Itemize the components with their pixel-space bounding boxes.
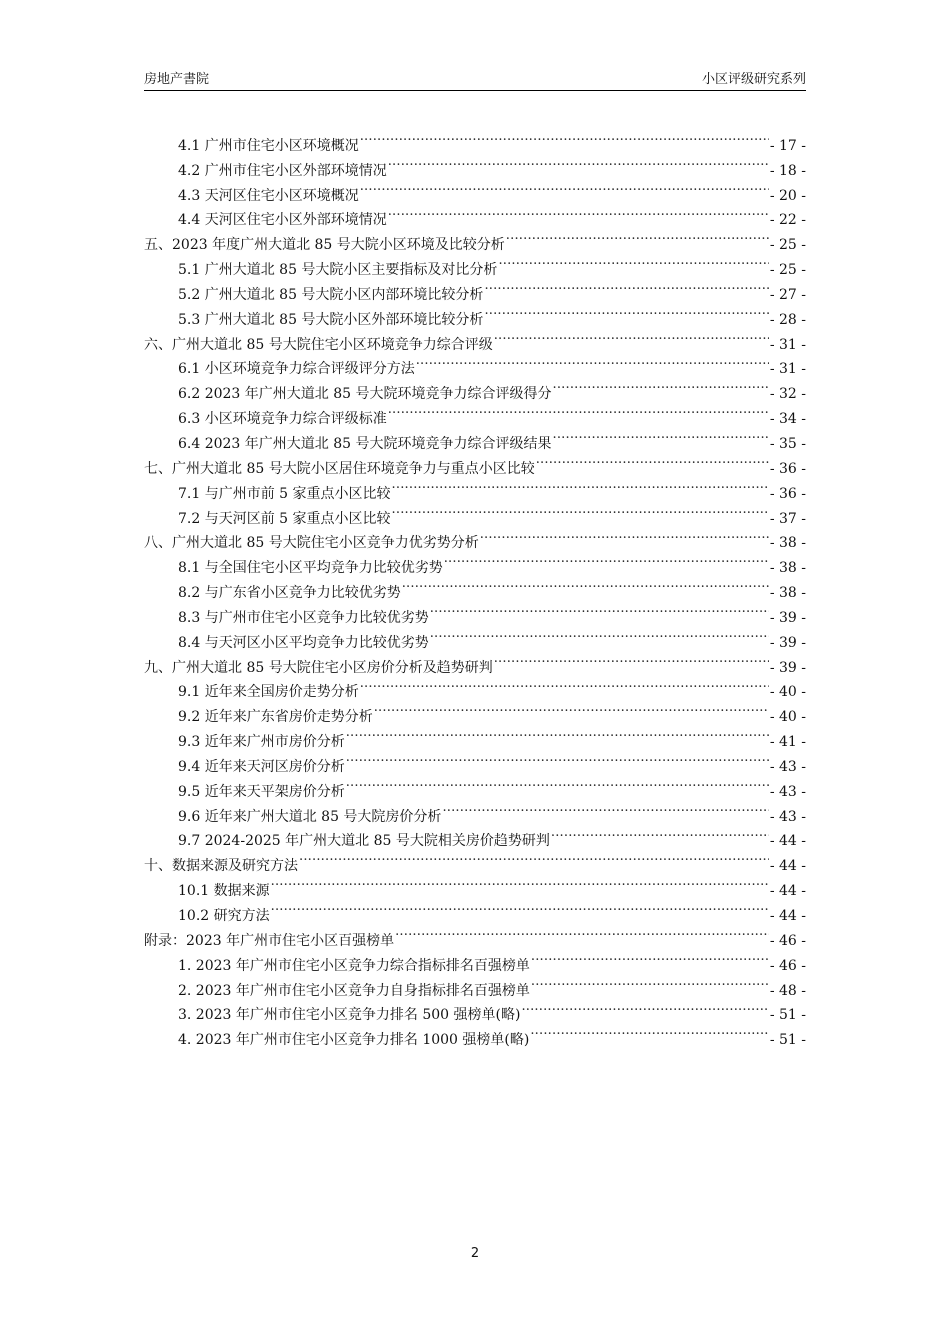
toc-entry-title: 十、数据来源及研究方法 <box>144 858 298 875</box>
toc-dot-leader <box>521 995 768 1020</box>
toc-entry-title: 1. 2023 年广州市住宅小区竞争力综合指标排名百强榜单 <box>178 957 530 974</box>
toc-entry-page: - 32 - <box>769 386 806 403</box>
toc-entry-page: - 25 - <box>769 237 806 254</box>
toc-entry-page: - 39 - <box>769 659 806 676</box>
header-publisher: 房地产書院 <box>144 72 210 87</box>
toc-dot-leader <box>536 448 769 473</box>
toc-dot-leader <box>430 622 769 647</box>
toc-dot-leader <box>271 895 769 920</box>
toc-entry-page: - 22 - <box>769 212 806 229</box>
toc-entry-page: - 27 - <box>769 286 806 303</box>
toc-dot-leader <box>494 324 769 349</box>
toc-dot-leader <box>360 125 769 150</box>
toc-dot-leader <box>346 746 769 771</box>
toc-entry-page: - 25 - <box>769 262 806 279</box>
toc-entry-title: 8.1 与全国住宅小区平均竞争力比较优劣势 <box>178 560 443 577</box>
toc-entry-title: 6.2 2023 年广州大道北 85 号大院环境竞争力综合评级得分 <box>178 386 552 403</box>
toc-dot-leader <box>551 821 769 846</box>
toc-entry-page: - 44 - <box>769 883 806 900</box>
toc-dot-leader <box>484 299 768 324</box>
toc-dot-leader <box>392 498 769 523</box>
toc-dot-leader <box>388 200 769 225</box>
toc-entry-title: 6.3 小区环境竞争力综合评级标准 <box>178 411 387 428</box>
toc-dot-leader <box>388 150 769 175</box>
toc-entry-title: 4.4 天河区住宅小区外部环境情况 <box>178 212 387 229</box>
toc-entry-page: - 46 - <box>769 932 806 949</box>
toc-entry-page: - 38 - <box>769 585 806 602</box>
toc-entry-page: - 48 - <box>769 982 806 999</box>
toc-entry-page: - 44 - <box>769 833 806 850</box>
toc-entry-title: 9.4 近年来天河区房价分析 <box>178 758 345 775</box>
toc-entry-page: - 51 - <box>769 1032 806 1049</box>
toc-entry-title: 6.4 2023 年广州大道北 85 号大院环境竞争力综合评级结果 <box>178 435 552 452</box>
toc-dot-leader <box>395 920 769 945</box>
toc-entry-page: - 51 - <box>769 1007 806 1024</box>
toc-entry-title: 5.2 广州大道北 85 号大院小区内部环境比较分析 <box>178 286 484 303</box>
toc-entry-page: - 43 - <box>769 808 806 825</box>
toc-entry-page: - 39 - <box>769 609 806 626</box>
toc-entry-title: 3. 2023 年广州市住宅小区竞争力排名 500 强榜单(略) <box>178 1007 521 1024</box>
toc-dot-leader <box>360 672 769 697</box>
toc-entry-page: - 39 - <box>769 634 806 651</box>
toc-entry-title: 9.6 近年来广州大道北 85 号大院房价分析 <box>178 808 442 825</box>
toc-entry-title: 8.2 与广东省小区竞争力比较优劣势 <box>178 585 401 602</box>
toc-entry-title: 6.1 小区环境竞争力综合评级评分方法 <box>178 361 415 378</box>
toc-entry-page: - 17 - <box>769 137 806 154</box>
toc-entry-page: - 37 - <box>769 510 806 527</box>
toc-entry-page: - 31 - <box>769 336 806 353</box>
toc-entry-page: - 41 - <box>769 734 806 751</box>
toc-entry-page: - 36 - <box>769 460 806 477</box>
toc-dot-leader <box>402 572 769 597</box>
toc-entry-page: - 18 - <box>769 162 806 179</box>
toc-entry-page: - 46 - <box>769 957 806 974</box>
toc-entry-title: 5.3 广州大道北 85 号大院小区外部环境比较分析 <box>178 311 484 328</box>
toc-entry-title: 9.5 近年来天平架房价分析 <box>178 783 345 800</box>
toc-dot-leader <box>374 696 769 721</box>
toc-entry-title: 9.2 近年来广东省房价走势分析 <box>178 709 373 726</box>
toc-entry-title: 2. 2023 年广州市住宅小区竞争力自身指标排名百强榜单 <box>178 982 530 999</box>
toc-dot-leader <box>498 249 768 274</box>
toc-entry-title: 六、广州大道北 85 号大院住宅小区环境竞争力综合评级 <box>144 336 493 353</box>
toc-dot-leader <box>531 970 769 995</box>
toc-entry-title: 4.2 广州市住宅小区外部环境情况 <box>178 162 387 179</box>
toc-entry-title: 7.1 与广州市前 5 家重点小区比较 <box>178 485 391 502</box>
toc-dot-leader <box>484 274 768 299</box>
table-of-contents <box>144 125 806 1049</box>
toc-dot-leader <box>299 845 769 870</box>
toc-dot-leader <box>346 721 769 746</box>
toc-entry-title: 九、广州大道北 85 号大院住宅小区房价分析及趋势研判 <box>144 659 493 676</box>
toc-entry-title: 9.1 近年来全国房价走势分析 <box>178 684 359 701</box>
page-number: 2 <box>470 1246 480 1261</box>
toc-dot-leader <box>271 870 769 895</box>
toc-entry-page: - 38 - <box>769 535 806 552</box>
toc-dot-leader <box>444 547 769 572</box>
toc-entry-page: - 20 - <box>769 187 806 204</box>
toc-entry-title: 4.1 广州市住宅小区环境概况 <box>178 137 359 154</box>
toc-entry-page: - 44 - <box>769 908 806 924</box>
toc-entry-page: - 31 - <box>769 361 806 378</box>
page-header <box>144 66 806 91</box>
toc-entry-title: 4. 2023 年广州市住宅小区竞争力排名 1000 强榜单(略) <box>178 1032 530 1049</box>
toc-entry-page: - 44 - <box>769 858 806 875</box>
toc-dot-leader <box>430 597 769 622</box>
toc-dot-leader <box>553 373 769 398</box>
toc-dot-leader <box>506 224 769 249</box>
toc-entry-title: 4.3 天河区住宅小区环境概况 <box>178 187 359 204</box>
toc-entry-title: 10.1 数据来源 <box>178 883 270 900</box>
toc-entry-page: - 35 - <box>769 435 806 452</box>
toc-entry-title: 附录：2023 年广州市住宅小区百强榜单 <box>144 932 395 949</box>
toc-dot-leader <box>480 523 769 548</box>
toc-entry-title: 五、2023 年度广州大道北 85 号大院小区环境及比较分析 <box>144 237 505 254</box>
toc-entry[interactable] <box>144 125 806 154</box>
toc-entry-page: - 34 - <box>769 411 806 428</box>
toc-dot-leader <box>360 175 769 200</box>
toc-entry-title: 8.4 与天河区小区平均竞争力比较优劣势 <box>178 634 429 651</box>
toc-dot-leader <box>388 398 769 423</box>
toc-entry-title: 七、广州大道北 85 号大院小区居住环境竞争力与重点小区比较 <box>144 460 535 477</box>
toc-dot-leader <box>392 473 769 498</box>
toc-entry-title: 9.7 2024-2025 年广州大道北 85 号大院相关房价趋势研判 <box>178 833 550 850</box>
toc-dot-leader <box>416 349 769 374</box>
toc-entry-title: 7.2 与天河区前 5 家重点小区比较 <box>178 510 391 527</box>
toc-entry-title: 10.2 研究方法 <box>178 908 270 924</box>
toc-dot-leader <box>346 771 769 796</box>
toc-entry-page: - 28 - <box>769 311 806 328</box>
toc-entry-title: 八、广州大道北 85 号大院住宅小区竞争力优劣势分析 <box>144 535 479 552</box>
toc-entry-page: - 43 - <box>769 783 806 800</box>
toc-entry-page: - 43 - <box>769 758 806 775</box>
toc-entry-page: - 40 - <box>769 684 806 701</box>
toc-dot-leader <box>531 945 769 970</box>
toc-dot-leader <box>553 423 769 448</box>
toc-entry-title: 9.3 近年来广州市房价分析 <box>178 734 345 751</box>
toc-entry-page: - 38 - <box>769 560 806 577</box>
toc-entry-page: - 40 - <box>769 709 806 726</box>
header-series-title: 小区评级研究系列 <box>701 72 806 87</box>
toc-entry-page: - 36 - <box>769 485 806 502</box>
toc-dot-leader <box>530 1019 768 1044</box>
toc-entry-title: 8.3 与广州市住宅小区竞争力比较优劣势 <box>178 609 429 626</box>
toc-dot-leader <box>442 796 768 821</box>
toc-entry-title: 5.1 广州大道北 85 号大院小区主要指标及对比分析 <box>178 262 498 279</box>
toc-dot-leader <box>494 647 769 672</box>
